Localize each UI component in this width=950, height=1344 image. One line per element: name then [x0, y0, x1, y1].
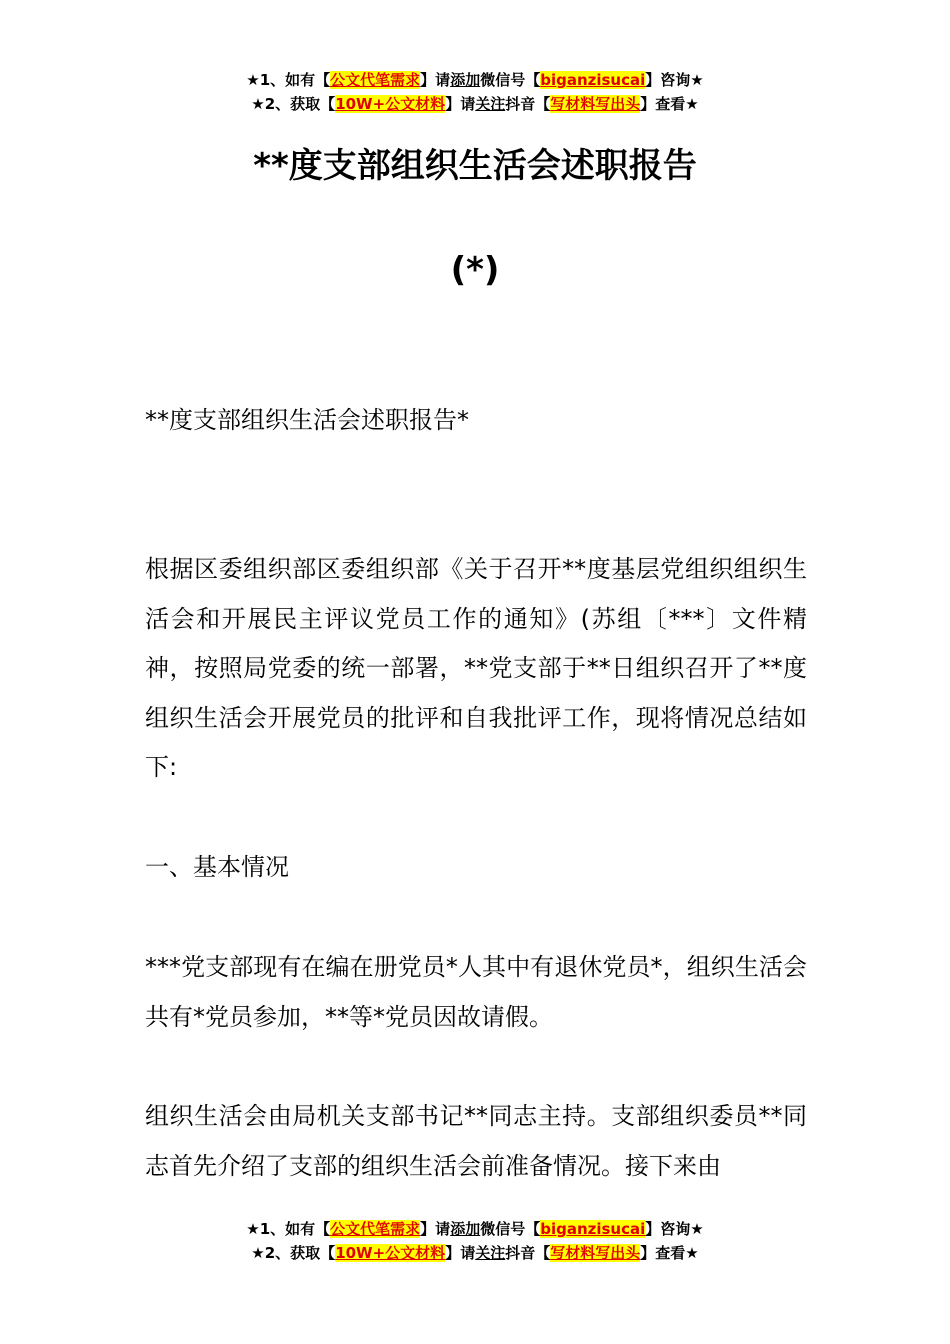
promo-underline: 添加 — [450, 71, 481, 89]
promo-highlight: 10W+公文材料 — [335, 95, 446, 113]
promo-line-1 — [0, 68, 950, 92]
promo-highlight: 10W+公文材料 — [335, 1244, 446, 1262]
promo-text: 抖音【 — [505, 95, 551, 113]
promo-text: 】查看★ — [640, 95, 699, 113]
promo-text: ★1、如有【 — [246, 71, 331, 89]
promo-text: ★2、获取【 — [251, 95, 336, 113]
report-heading: **度支部组织生活会述职报告* — [145, 406, 469, 434]
bottom-promo-banner — [0, 1217, 950, 1265]
intro-paragraph: 根据区委组织部区委组织部《关于召开**度基层党组织组织生活会和开展民主评议党员工作的通知》(苏组〔***〕文件精神，按照局党委的统一部署，**党支部于**日组织召开了**度组织生活会开展党员的批评和自我批评工作，现将情况总结如下: — [145, 555, 807, 781]
promo-text: 】查看★ — [640, 1244, 699, 1262]
promo-text: 】请 — [420, 71, 451, 89]
promo-underline: 关注 — [475, 1244, 506, 1262]
promo-douyin-account: 写材料写出头 — [550, 95, 641, 113]
promo-text: 】请 — [445, 1244, 476, 1262]
promo-douyin-account: 写材料写出头 — [550, 1244, 641, 1262]
promo-line-2 — [0, 92, 950, 116]
top-promo-banner — [0, 68, 950, 116]
promo-text: 】请 — [445, 95, 476, 113]
promo-wechat-id: biganzisucai — [540, 71, 646, 89]
promo-text: 】请 — [420, 1220, 451, 1238]
document-subtitle: (*) — [450, 250, 500, 290]
promo-text: 】咨询★ — [645, 1220, 704, 1238]
promo-text: 抖音【 — [505, 1244, 551, 1262]
promo-text: 微信号【 — [480, 1220, 541, 1238]
meeting-paragraph: 组织生活会由局机关支部书记**同志主持。支部组织委员**同志首先介绍了支部的组织生活会前准备情况。接下来由 — [145, 1102, 807, 1180]
promo-highlight: 公文代笔需求 — [330, 71, 421, 89]
promo-wechat-id: biganzisucai — [540, 1220, 646, 1238]
promo-line-2 — [0, 1241, 950, 1265]
promo-text: 微信号【 — [480, 71, 541, 89]
promo-underline: 添加 — [450, 1220, 481, 1238]
promo-highlight: 公文代笔需求 — [330, 1220, 421, 1238]
promo-underline: 关注 — [475, 95, 506, 113]
section-heading: 一、基本情况 — [145, 853, 289, 881]
promo-text: ★2、获取【 — [251, 1244, 336, 1262]
promo-line-1 — [0, 1217, 950, 1241]
promo-text: 】咨询★ — [645, 71, 704, 89]
members-paragraph: ***党支部现有在编在册党员*人其中有退休党员*，组织生活会共有*党员参加，**等*党员因故请假。 — [145, 953, 807, 1031]
document-title: **度支部组织生活会述职报告 — [253, 146, 697, 186]
promo-text: ★1、如有【 — [246, 1220, 331, 1238]
